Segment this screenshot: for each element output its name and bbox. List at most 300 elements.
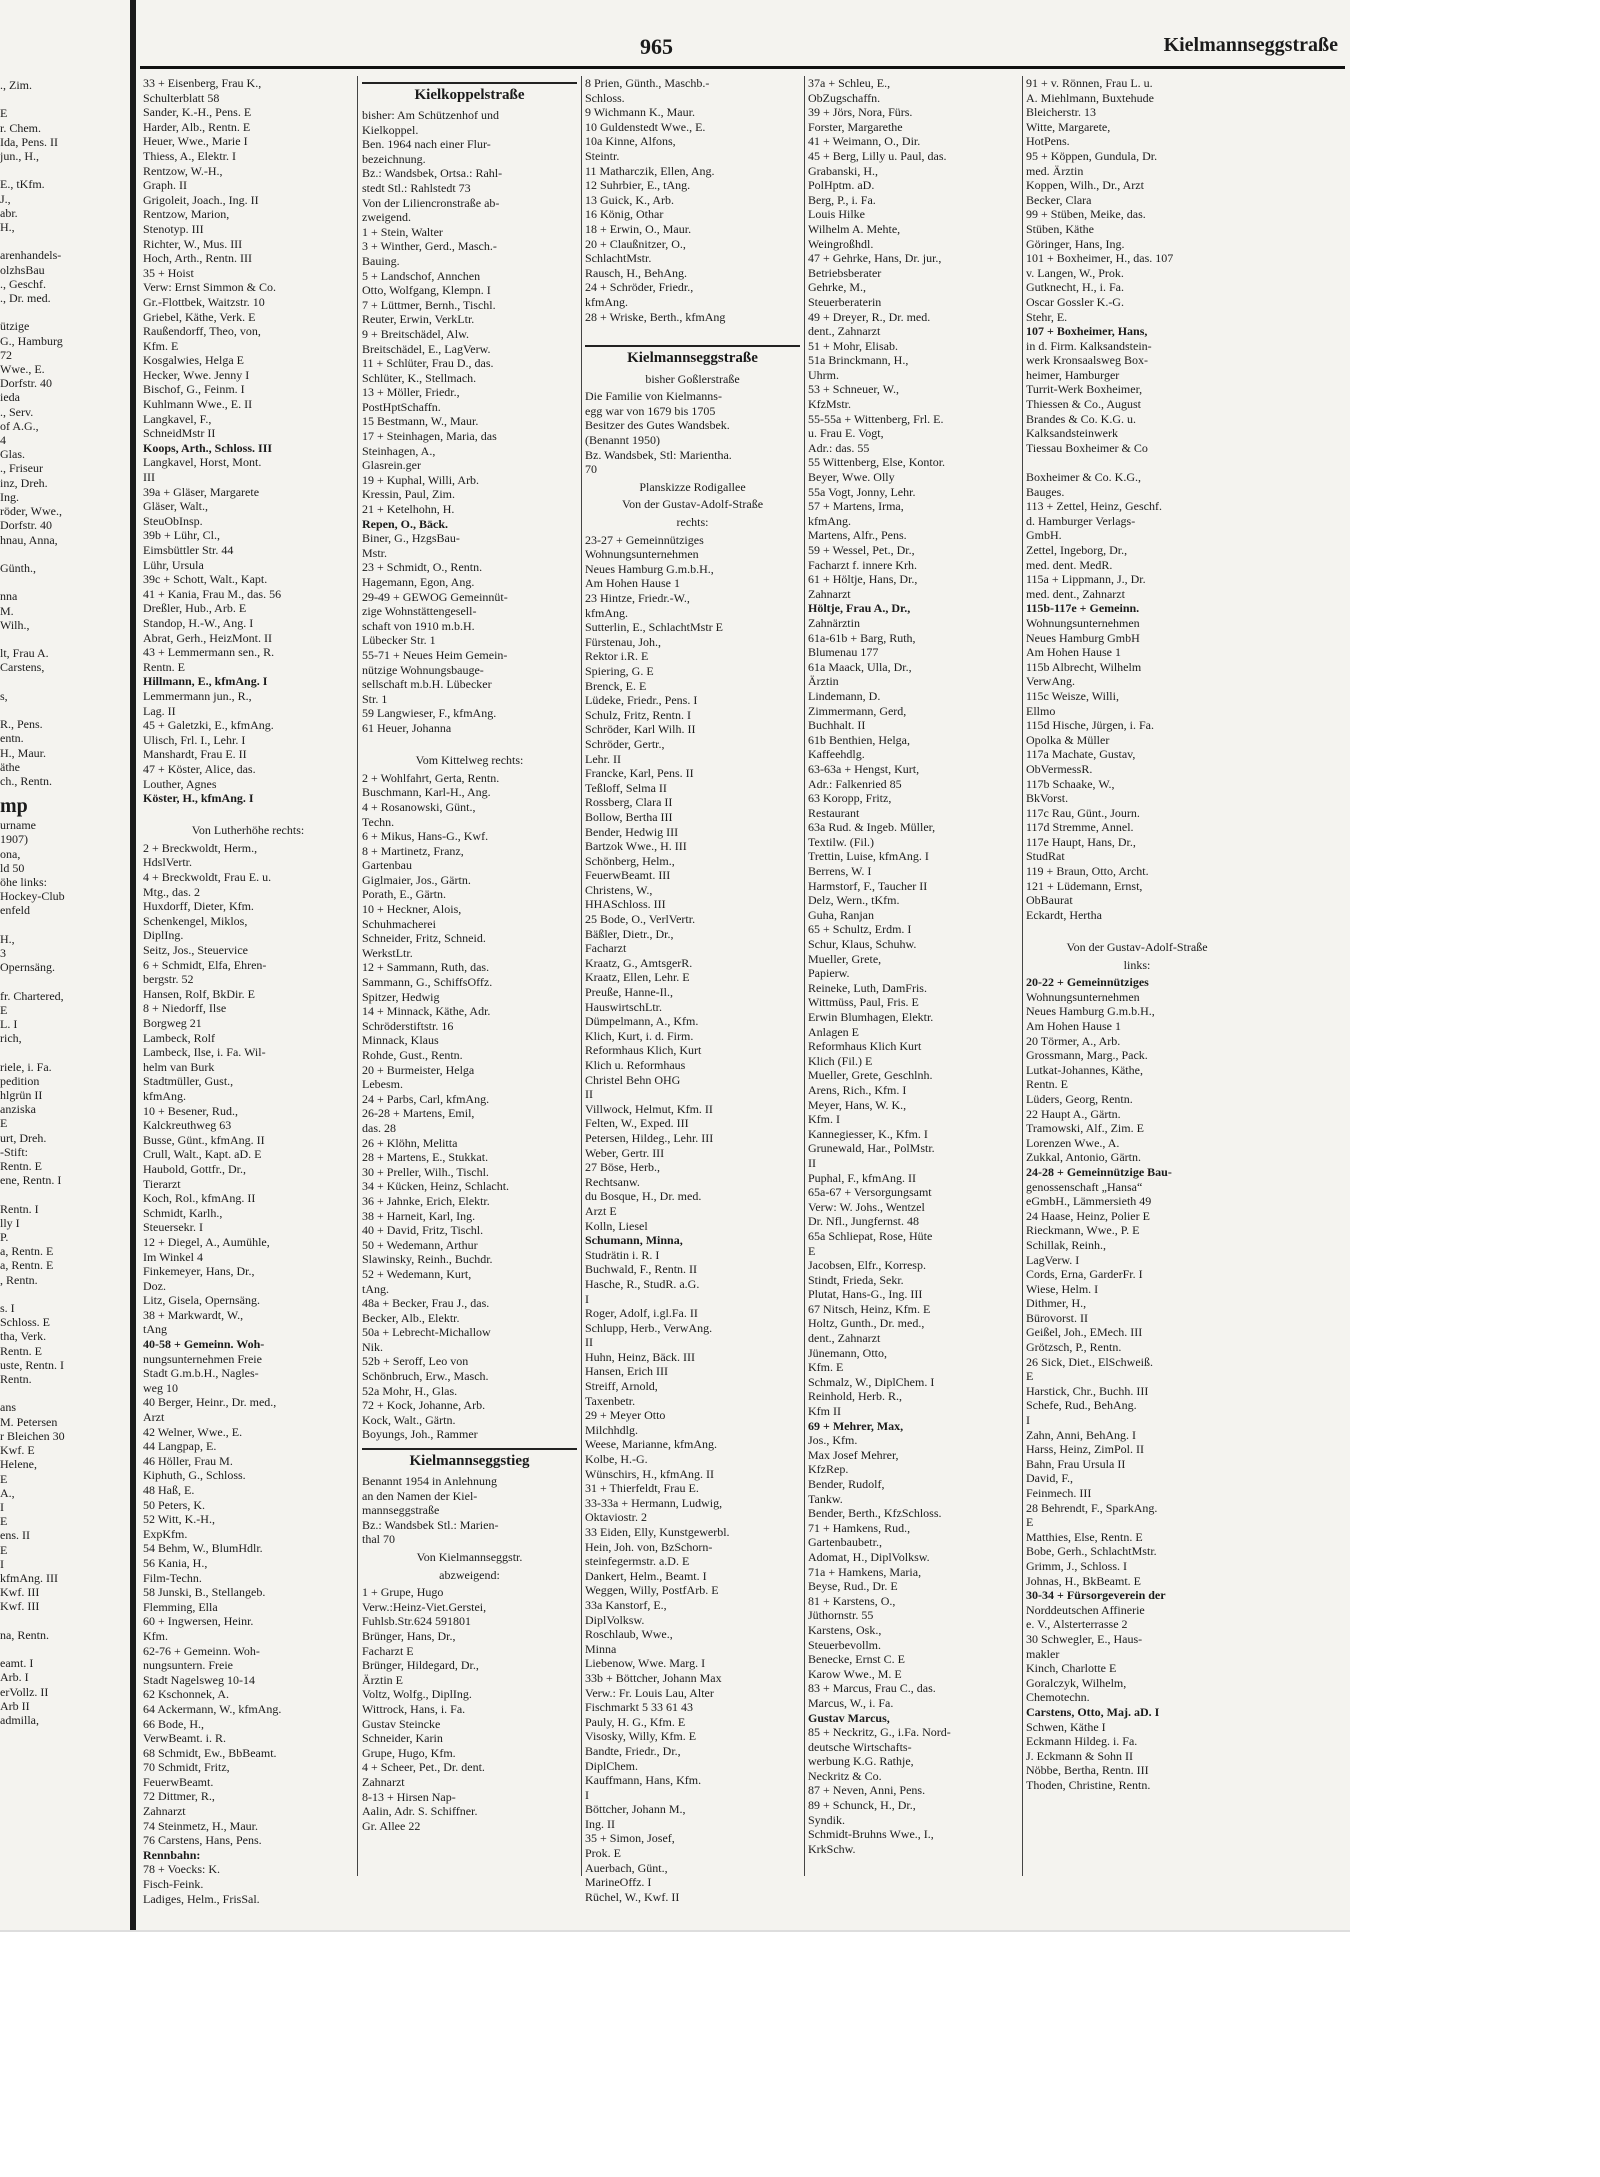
directory-entry: Witte, Margarete, <box>1026 119 1111 134</box>
directory-entry: 57 + Martens, Irma, <box>808 499 904 514</box>
directory-entry: Schulz, Fritz, Rentn. I <box>585 707 691 722</box>
directory-entry: 72 + Kock, Johanne, Arb. <box>362 1398 486 1413</box>
directory-entry: Neues Hamburg G.m.b.H., <box>585 561 714 576</box>
directory-entry: Finkemeyer, Hans, Dr., <box>143 1264 255 1279</box>
fragment-line: nna <box>0 589 18 604</box>
directory-entry: Grupe, Hugo, Kfm. <box>362 1745 456 1760</box>
directory-entry: 50 Peters, K. <box>143 1497 205 1512</box>
fragment-line: Wilh., <box>0 617 30 632</box>
directory-entry: Tramowski, Alf., Zim. E <box>1026 1121 1144 1136</box>
fragment-line: Kwf. III <box>0 1599 40 1614</box>
directory-entry: Zahnarzt <box>362 1774 405 1789</box>
directory-entry: Gr. Allee 22 <box>362 1818 421 1833</box>
directory-entry: ObZugschaffn. <box>808 90 881 105</box>
directory-entry: LagVerw. I <box>1026 1252 1080 1267</box>
directory-entry: Schur, Klaus, Schuhw. <box>808 937 917 952</box>
fragment-line: A., <box>0 1485 15 1500</box>
directory-entry: Buchhalt. II <box>808 718 866 733</box>
fragment-line: a, Rentn. E <box>0 1244 54 1259</box>
fragment-line: Arb. I <box>0 1670 29 1685</box>
directory-entry: 4 + Scheer, Pet., Dr. dent. <box>362 1760 485 1775</box>
directory-entry: 39c + Schott, Walt., Kapt. <box>143 572 268 587</box>
directory-entry: Bobe, Gerh., SchlachtMstr. <box>1026 1544 1157 1559</box>
fragment-line: E <box>0 1542 8 1557</box>
directory-entry: 29 + Meyer Otto <box>585 1408 666 1423</box>
fragment-line: E <box>0 1002 8 1017</box>
directory-entry: 20 + Claußnitzer, O., <box>585 236 686 251</box>
directory-entry: Turrit-Werk Boxheimer, <box>1026 382 1143 397</box>
directory-entry: Lambeck, Rolf <box>143 1030 215 1045</box>
directory-entry: Reformhaus Klich Kurt <box>808 1039 922 1054</box>
directory-entry: Papierw. <box>808 966 850 981</box>
directory-entry: 50 + Wedemann, Arthur <box>362 1237 478 1252</box>
column-divider <box>581 76 582 1876</box>
directory-entry: Bleicherstr. 13 <box>1026 105 1096 120</box>
directory-entry: Verw.:Heinz-Viet.Gerstei, <box>362 1599 487 1614</box>
directory-entry: 2 + Wohlfahrt, Gerta, Rentn. <box>362 770 500 785</box>
directory-entry: Arens, Rich., Kfm. I <box>808 1082 907 1097</box>
directory-entry: 70 Schmidt, Fritz, <box>143 1760 230 1775</box>
directory-entry: Facharzt f. innere Krh. <box>808 557 917 572</box>
directory-entry: 39a + Gläser, Margarete <box>143 484 260 499</box>
fragment-line: lt, Frau A. <box>0 646 49 661</box>
directory-entry: Grimm, J., Schloss. I <box>1026 1558 1128 1573</box>
directory-entry: Eckmann Hildeg. i. Fa. <box>1026 1734 1138 1749</box>
directory-entry: Dithmer, H., <box>1026 1296 1087 1311</box>
directory-entry: 25 Bode, O., VerlVertr. <box>585 912 696 927</box>
directory-entry: Adr.: das. 55 <box>808 440 870 455</box>
directory-entry: 10 Guldenstedt Wwe., E. <box>585 119 706 134</box>
directory-entry: Matthies, Else, Rentn. E <box>1026 1529 1143 1544</box>
directory-entry: Chemotechn. <box>1026 1690 1090 1705</box>
directory-entry: Martens, Alfr., Pens. <box>808 528 907 543</box>
directory-entry: Kfm. E <box>143 338 179 353</box>
directory-entry: Lüdeke, Friedr., Pens. I <box>585 693 698 708</box>
fragment-line <box>0 974 128 988</box>
directory-entry: makler <box>1026 1646 1060 1661</box>
directory-entry: Spitzer, Hedwig <box>362 989 440 1004</box>
fragment-line: 72 <box>0 347 12 362</box>
directory-entry: Bender, Berth., KfzSchloss. <box>808 1506 942 1521</box>
directory-entry: HotPens. <box>1026 134 1070 149</box>
fragment-line: a, Rentn. E <box>0 1258 54 1273</box>
directory-entry: WerkstLtr. <box>362 945 413 960</box>
directory-entry: Hasche, R., StudR. a.G. <box>585 1276 700 1291</box>
directory-entry: Delz, Wern., tKfm. <box>808 893 900 908</box>
directory-entry: Litz, Gisela, Opernsäng. <box>143 1293 260 1308</box>
directory-entry: 60 + Ingwersen, Heinr. <box>143 1614 254 1629</box>
fragment-line <box>0 305 128 319</box>
directory-entry: 17 + Steinhagen, Maria, das <box>362 429 497 444</box>
directory-entry: 10 + Heckner, Alois, <box>362 902 462 917</box>
directory-entry: Wittmüss, Paul, Fris. E <box>808 995 919 1010</box>
directory-entry: HdslVertr. <box>143 855 192 870</box>
directory-entry: 117c Rau, Günt., Journ. <box>1026 805 1140 820</box>
fragment-line: E <box>0 1514 8 1529</box>
directory-entry: Christens, W., <box>585 882 653 897</box>
directory-entry: 4 + Breckwoldt, Frau E. u. <box>143 870 272 885</box>
directory-entry: FeuerwBeamt. III <box>585 868 671 883</box>
directory-entry: 45 + Galetzki, E., kfmAng. <box>143 718 274 733</box>
fragment-line: Glas. <box>0 447 25 462</box>
column-divider <box>357 76 358 1876</box>
directory-entry: Hillmann, E., kfmAng. I <box>143 674 268 689</box>
directory-entry: Rektor i.R. E <box>585 649 649 664</box>
directory-entry: 85 + Neckritz, G., i.Fa. Nord- <box>808 1725 951 1740</box>
directory-entry: A. Miehlmann, Buxtehude <box>1026 90 1154 105</box>
directory-entry: Gartenbau <box>362 858 412 873</box>
directory-entry: Weese, Marianne, kfmAng. <box>585 1437 717 1452</box>
directory-entry: Syndik. <box>808 1812 846 1827</box>
directory-entry: Bender, Hedwig III <box>585 824 679 839</box>
directory-entry: 69 + Mehrer, Max, <box>808 1418 904 1433</box>
directory-entry: Pauly, H. G., Kfm. E <box>585 1714 686 1729</box>
directory-entry: e. V., Alsterterrasse 2 <box>1026 1617 1128 1632</box>
directory-entry: Kolbe, H.-G. <box>585 1452 648 1467</box>
directory-entry: Fürstenau, Joh., <box>585 634 661 649</box>
directory-entry: Erwin Blumhagen, Elektr. <box>808 1010 934 1024</box>
directory-entry: Stüben, Käthe <box>1026 221 1094 236</box>
directory-entry: Klich, Kurt, i. d. Firm. <box>585 1028 694 1043</box>
directory-entry: Ing. II <box>585 1816 615 1831</box>
directory-entry: Jünemann, Otto, <box>808 1345 887 1360</box>
directory-entry: 99 + Stüben, Meike, das. <box>1026 207 1146 222</box>
directory-entry: 61b Benthien, Helga, <box>808 732 910 747</box>
directory-entry: Techn. <box>362 814 395 829</box>
section-note: abzweigend: <box>439 1567 500 1582</box>
directory-entry: Besitzer des Gutes Wandsbek. <box>585 418 730 433</box>
directory-entry: Neues Hamburg GmbH <box>1026 630 1140 645</box>
directory-entry: DiplChem. <box>585 1758 638 1773</box>
directory-entry: Uhrm. <box>808 367 839 382</box>
directory-entry: Kfm II <box>808 1404 841 1419</box>
directory-entry: 19 + Kuphal, Willi, Arb. <box>362 472 480 487</box>
directory-entry: Thoden, Christine, Rentn. <box>1026 1777 1151 1792</box>
header-rule <box>140 66 1345 69</box>
directory-entry: Schmidt-Bruhns Wwe., I., <box>808 1827 934 1842</box>
directory-entry: bergstr. 52 <box>143 972 194 987</box>
directory-entry: Schenkengel, Miklos, <box>143 913 248 928</box>
section-note: Von Lutherhöhe rechts: <box>191 823 305 838</box>
directory-entry: helm van Burk <box>143 1059 215 1074</box>
directory-entry: Lübecker Str. 1 <box>362 633 436 648</box>
directory-entry: 16 König, Othar <box>585 207 664 222</box>
directory-entry: Ladiges, Helm., FrisSal. <box>143 1891 260 1906</box>
directory-entry: 8 + Martinetz, Franz, <box>362 843 464 858</box>
directory-entry: Wiese, Helm. I <box>1026 1281 1099 1296</box>
directory-entry: Zettel, Ingeborg, Dr., <box>1026 543 1128 557</box>
directory-entry: Betriebsberater <box>808 265 882 280</box>
directory-entry: Kauffmann, Hans, Kfm. <box>585 1773 702 1788</box>
directory-entry: 83 + Marcus, Frau C., das. <box>808 1681 936 1696</box>
fragment-line: ieda <box>0 390 20 405</box>
directory-entry: Rentn. E <box>143 659 185 674</box>
fragment-line: Opernsäng. <box>0 960 55 975</box>
directory-entry: 46 Höller, Frau M. <box>143 1453 233 1468</box>
fragment-line: Carstens, <box>0 660 45 675</box>
directory-entry: 8-13 + Hirsen Nap- <box>362 1789 456 1804</box>
directory-entry: J. Eckmann & Sohn II <box>1026 1748 1133 1763</box>
directory-entry: Lühr, Ursula <box>143 557 204 572</box>
fragment-line: P. <box>0 1230 9 1245</box>
directory-entry: Verw.: Fr. Louis Lau, Alter <box>585 1685 714 1700</box>
directory-entry: Karow Wwe., M. E <box>808 1666 902 1681</box>
directory-entry: Hagemann, Egon, Ang. <box>362 575 475 589</box>
fragment-line: ona, <box>0 846 21 861</box>
fragment-line <box>0 675 128 689</box>
fragment-line: M. <box>0 603 14 618</box>
fragment-line: H., <box>0 220 15 235</box>
directory-entry: v. Langen, W., Prok. <box>1026 265 1124 280</box>
directory-entry: 63 Koropp, Fritz, <box>808 791 892 806</box>
fragment-line: rich, <box>0 1031 22 1046</box>
fragment-line <box>0 163 128 177</box>
directory-entry: Giglmaier, Jos., Gärtn. <box>362 872 471 887</box>
directory-entry: 18 + Erwin, O., Maur. <box>585 221 692 236</box>
directory-entry: Zahnarzt <box>143 1804 186 1819</box>
directory-entry: 33b + Böttcher, Johann Max <box>585 1670 722 1685</box>
directory-entry: 59 + Wessel, Pet., Dr., <box>808 543 915 557</box>
directory-entry: 33 Eiden, Elly, Kunstgewerbl. <box>585 1525 730 1539</box>
directory-entry: Streiff, Arnold, <box>585 1379 658 1394</box>
directory-entry: 22 Haupt A., Gärtn. <box>1026 1106 1121 1121</box>
directory-entry: Auerbach, Günt., <box>585 1860 668 1875</box>
directory-entry: Bürovorst. II <box>1026 1310 1088 1325</box>
directory-entry: Bauing. <box>362 253 400 268</box>
directory-entry: 30 + Preller, Wilh., Tischl. <box>362 1164 489 1179</box>
directory-entry: HHASchloss. III <box>585 897 666 912</box>
directory-entry: Teßloff, Selma II <box>585 780 667 795</box>
directory-entry: Ärztin E <box>362 1672 403 1687</box>
directory-entry: d. Hamburger Verlags- <box>1026 513 1136 528</box>
directory-entry: tAng. <box>362 1281 389 1296</box>
directory-entry: 33 + Eisenberg, Frau K., <box>143 76 262 90</box>
fragment-line: Arb II <box>0 1698 30 1713</box>
directory-entry: Kolln, Liesel <box>585 1218 648 1233</box>
fragment-line <box>0 547 128 561</box>
directory-entry: Langkavel, Horst, Mont. <box>143 455 262 470</box>
directory-entry: MarineOffz. I <box>585 1875 652 1890</box>
directory-entry: Geißel, Joh., EMech. III <box>1026 1325 1143 1340</box>
directory-entry: Abrat, Gerh., HeizMont. II <box>143 630 272 645</box>
directory-entry: Schillak, Reinh., <box>1026 1237 1106 1252</box>
directory-entry: Dreßler, Hub., Arb. E <box>143 601 247 616</box>
directory-entry: Neckritz & Co. <box>808 1768 882 1783</box>
directory-entry: deutsche Wirtschafts- <box>808 1739 912 1754</box>
fragment-line: s, <box>0 688 8 703</box>
directory-entry: Kfm. I <box>808 1112 840 1127</box>
directory-entry: Weggen, Willy, PostfArb. E <box>585 1583 719 1598</box>
column-4 <box>808 76 1018 1876</box>
directory-entry: Opolka & Müller <box>1026 732 1110 747</box>
directory-entry: Heuer, Wwe., Marie I <box>143 134 248 149</box>
directory-entry: 13 + Möller, Friedr., <box>362 385 460 400</box>
directory-entry: 20 + Burmeister, Helga <box>362 1062 475 1077</box>
directory-entry: eGmbH., Lämmersieth 49 <box>1026 1194 1152 1209</box>
fragment-line: G., Hamburg <box>0 333 63 348</box>
fragment-line: hlgrün II <box>0 1088 43 1103</box>
directory-entry: egg war von 1679 bis 1705 <box>585 403 716 418</box>
directory-entry: Weber, Gertr. III <box>585 1145 665 1160</box>
directory-entry: Grunewald, Har., PolMstr. <box>808 1141 935 1156</box>
directory-entry: Gläser, Walt., <box>143 499 208 514</box>
fragment-line: olzhsBau <box>0 262 45 277</box>
directory-entry: 28 + Wriske, Berth., kfmAng <box>585 309 726 324</box>
fragment-line: Rentn. I <box>0 1201 39 1216</box>
fragment-line: Dorfstr. 40 <box>0 518 52 533</box>
directory-entry: stedt Stl.: Rahlstedt 73 <box>362 180 471 195</box>
column-3 <box>585 76 800 1904</box>
directory-entry: 23-27 + Gemeinnütziges <box>585 532 704 547</box>
directory-entry: KfzRep. <box>808 1462 849 1477</box>
directory-entry: Schuhmacherei <box>362 916 436 931</box>
directory-entry: 2 + Breckwoldt, Herm., <box>143 840 258 855</box>
directory-entry: Schönbruch, Erw., Masch. <box>362 1369 489 1384</box>
directory-entry: Lorenzen Wwe., A. <box>1026 1135 1120 1150</box>
directory-entry: Adomat, H., DiplVolksw. <box>808 1549 930 1564</box>
fragment-line <box>0 234 128 248</box>
directory-entry: Wilhelm A. Mehte, <box>808 221 901 236</box>
directory-entry: Schmalz, W., DiplChem. I <box>808 1374 935 1389</box>
directory-entry: 39b + Lühr, Cl., <box>143 528 220 543</box>
directory-entry: Wohnungsunternehmen <box>585 547 699 562</box>
directory-entry: 47 + Gehrke, Hans, Dr. jur., <box>808 251 942 266</box>
directory-entry: Grötzsch, P., Rentn. <box>1026 1340 1122 1355</box>
directory-entry: Kinch, Charlotte E <box>1026 1661 1117 1676</box>
directory-entry: Boxheimer & Co. K.G., <box>1026 470 1141 485</box>
directory-entry: du Bosque, H., Dr. med. <box>585 1189 702 1204</box>
directory-entry: Kannegiesser, K., Kfm. I <box>808 1126 928 1141</box>
directory-entry: II <box>585 1087 593 1102</box>
directory-entry: Rüchel, W., Kwf. II <box>585 1889 680 1904</box>
directory-entry: Roger, Adolf, i.gl.Fa. II <box>585 1306 698 1321</box>
directory-entry: Flemming, Ella <box>143 1599 218 1614</box>
directory-entry: 51a Brinckmann, H., <box>808 353 909 368</box>
directory-entry: Boyungs, Joh., Rammer <box>362 1427 478 1442</box>
directory-entry: das. 28 <box>362 1120 396 1135</box>
fragment-line: ., Serv. <box>0 404 34 419</box>
directory-entry: werbung K.G. Rathje, <box>808 1754 914 1769</box>
directory-entry: ObVermessR. <box>1026 761 1093 776</box>
directory-entry: Wittrock, Hans, i. Fa. <box>362 1701 466 1716</box>
directory-entry: 31 + Thierfeldt, Frau E. <box>585 1481 699 1496</box>
directory-entry: 38 + Harneit, Karl, Ing. <box>362 1208 476 1223</box>
directory-entry: Göringer, Hans, Ing. <box>1026 236 1125 251</box>
directory-entry: Liebenow, Wwe. Marg. I <box>585 1656 706 1671</box>
directory-entry: 26-28 + Martens, Emil, <box>362 1106 475 1121</box>
fragment-line: ., Geschf. <box>0 276 46 291</box>
column-divider <box>1022 76 1023 1876</box>
directory-entry: 10 + Besener, Rud., <box>143 1103 238 1118</box>
directory-entry: kfmAng. <box>585 294 628 309</box>
fragment-line: Ing. <box>0 489 19 504</box>
directory-entry: 107 + Boxheimer, Hans, <box>1026 324 1148 339</box>
directory-entry: Petersen, Hildeg., Lehr. III <box>585 1130 714 1145</box>
directory-entry: Rennbahn: <box>143 1847 201 1862</box>
fragment-line: äthe <box>0 759 20 774</box>
directory-entry: 117d Stremme, Annel. <box>1026 820 1134 835</box>
directory-entry <box>1026 455 1248 470</box>
directory-entry: Harmstorf, F., Taucher II <box>808 878 928 893</box>
directory-entry: 48 Haß, E. <box>143 1483 195 1497</box>
fragment-line <box>0 1642 128 1656</box>
directory-entry: 63-63a + Hengst, Kurt, <box>808 761 920 776</box>
fragment-line: L. I <box>0 1017 18 1031</box>
fragment-line: Helene, <box>0 1457 37 1472</box>
directory-entry: Ellmo <box>1026 703 1056 718</box>
directory-entry: 20-22 + Gemeinnütziges <box>1026 975 1149 990</box>
directory-entry: dent., Zahnarzt <box>808 1331 881 1346</box>
directory-entry: Lemmermann jun., R., <box>143 688 252 703</box>
directory-entry: Spiering, G. E <box>585 663 654 678</box>
fragment-line: ene, Rentn. I <box>0 1173 62 1188</box>
column-1 <box>143 76 353 1906</box>
page-number: 965 <box>640 34 673 59</box>
directory-entry: 30-34 + Fürsorgeverein der <box>1026 1588 1166 1603</box>
directory-entry: Roschlaub, Wwe., <box>585 1627 673 1642</box>
directory-entry: 41 + Kania, Frau M., das. 56 <box>143 586 282 601</box>
directory-entry: Brünger, Hans, Dr., <box>362 1628 456 1643</box>
directory-entry: BkVorst. <box>1026 791 1069 806</box>
fragment-line: riele, i. Fa. <box>0 1059 52 1074</box>
directory-entry: Bz. Wandsbek, Stl: Marientha. <box>585 447 732 462</box>
directory-entry: Hoch, Arth., Rentn. III <box>143 251 252 266</box>
directory-entry: E <box>1026 1515 1034 1530</box>
directory-entry: Zahnärztin <box>808 615 860 630</box>
directory-entry: Brandes & Co. K.G. u. <box>1026 411 1136 426</box>
directory-entry: PolHptm. aD. <box>808 178 875 193</box>
directory-entry: Schlüter, K., Stellmach. <box>362 370 477 385</box>
directory-entry: Cords, Erna, GarderFr. I <box>1026 1267 1143 1282</box>
directory-entry: Goralczyk, Wilhelm, <box>1026 1675 1127 1690</box>
directory-entry: 23 Hintze, Friedr.-W., <box>585 591 690 605</box>
directory-entry: Im Winkel 4 <box>143 1249 203 1264</box>
directory-entry: Facharzt E <box>362 1643 414 1658</box>
directory-entry: Repen, O., Bäck. <box>362 516 449 531</box>
directory-entry: Am Hohen Hause 1 <box>1026 645 1121 660</box>
directory-entry: Bäßler, Dietr., Dr., <box>585 926 674 941</box>
directory-entry: I <box>1026 1413 1030 1428</box>
fragment-line: inz, Dreh. <box>0 475 48 490</box>
directory-entry: Kraatz, G., AmtsgerR. <box>585 955 693 970</box>
directory-entry: Buschmann, Karl-H., Ang. <box>362 785 491 800</box>
directory-entry <box>362 736 577 751</box>
directory-entry: 33a Kanstorf, E., <box>585 1597 667 1612</box>
directory-entry: David, F., <box>1026 1471 1074 1486</box>
fragment-line: erVollz. II <box>0 1684 49 1699</box>
directory-entry: steinfegermstr. a.D. E <box>585 1554 690 1569</box>
fragment-line <box>0 703 128 717</box>
directory-entry: Kalksandsteinwerk <box>1026 426 1118 441</box>
fragment-line: hnau, Anna, <box>0 532 58 547</box>
directory-entry: Beyse, Rud., Dr. E <box>808 1579 898 1594</box>
fragment-line: Rentn. E <box>0 1343 42 1358</box>
directory-entry: 63a Rud. & Ingeb. Müller, <box>808 820 936 835</box>
directory-entry: Gehrke, M., <box>808 280 866 295</box>
directory-entry: thal 70 <box>362 1532 395 1547</box>
directory-entry: Schröder, Karl Wilh. II <box>585 722 696 737</box>
fragment-line: urt, Dreh. <box>0 1130 47 1145</box>
directory-entry: Minnack, Klaus <box>362 1033 439 1048</box>
directory-entry: Schlupp, Herb., VerwAng. <box>585 1320 713 1335</box>
directory-entry: Koops, Arth., Schloss. III <box>143 440 273 455</box>
directory-entry: 26 Sick, Diet., ElSchweiß. <box>1026 1354 1153 1369</box>
directory-entry: Bandte, Friedr., Dr., <box>585 1743 681 1758</box>
fragment-line: uste, Rentn. I <box>0 1357 64 1372</box>
directory-entry: GmbH. <box>1026 528 1062 543</box>
directory-entry: Kosgalwies, Helga E <box>143 353 244 368</box>
directory-entry: 89 + Schunck, H., Dr., <box>808 1798 916 1813</box>
